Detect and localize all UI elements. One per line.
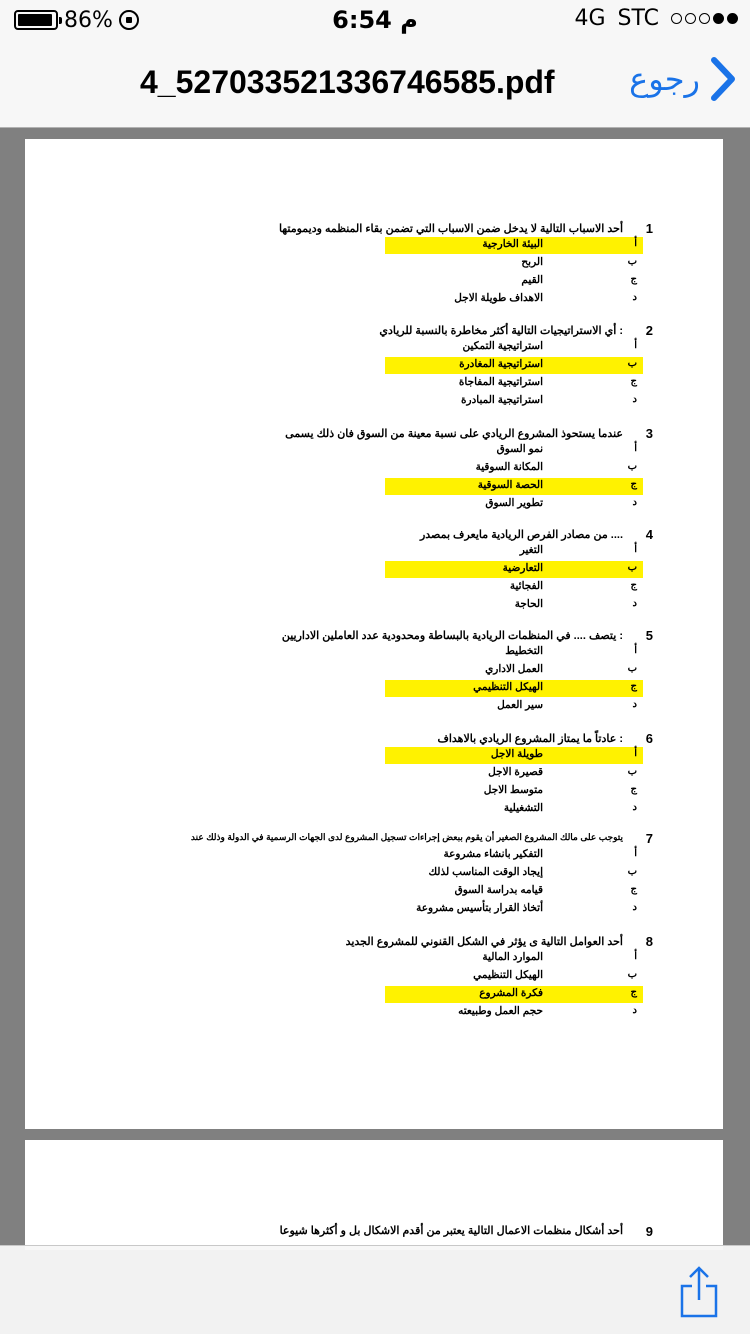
highlighted-answer — [385, 478, 643, 495]
answer-option — [385, 801, 643, 818]
option-text: قيامه بدراسة السوق — [454, 884, 543, 896]
option-letter: د — [632, 497, 637, 508]
option-text: التغير — [519, 544, 543, 556]
option-text: أتخاذ القرار بتأسيس مشروعة — [416, 902, 543, 914]
question-text: أحد العوامل التالية ى يؤثر في الشكل القنوني للمشروع الجديد — [345, 936, 623, 948]
option-text: التفكير بانشاء مشروعة — [443, 848, 543, 860]
option-letter: أ — [634, 848, 637, 859]
option-letter: أ — [634, 951, 637, 962]
option-letter: ب — [627, 866, 637, 877]
option-text: إيجاد الوقت المناسب لذلك — [428, 866, 543, 878]
answer-option — [385, 1004, 643, 1021]
option-letter: ب — [627, 461, 637, 472]
option-text: سير العمل — [497, 699, 543, 711]
option-text: طويلة الاجل — [490, 748, 543, 760]
question-text: يتصف .... في المنظمات الريادية بالبساطة ومحدودية عدد العاملين الاداريين : — [281, 630, 623, 642]
highlighted-answer — [385, 986, 643, 1003]
option-letter: د — [632, 1005, 637, 1016]
option-letter: أ — [634, 748, 637, 759]
option-letter: ب — [627, 562, 637, 573]
option-letter: ب — [627, 256, 637, 267]
answer-option — [385, 968, 643, 985]
option-letter: أ — [634, 238, 637, 249]
question-number: 4 — [645, 527, 653, 542]
signal-dot — [685, 13, 696, 24]
answer-option — [385, 579, 643, 596]
answer-option — [385, 255, 643, 272]
option-text: تطوير السوق — [485, 497, 543, 509]
option-text: البيئة الخارجية — [482, 238, 543, 250]
battery-percent: 86% — [64, 7, 113, 33]
option-text: استراتيجية المفاجاة — [458, 376, 543, 388]
answer-option — [385, 644, 643, 661]
back-button[interactable] — [629, 56, 736, 102]
option-letter: ج — [630, 784, 637, 795]
question-text: من مصادر الفرص الريادية مايعرف بمصدر .... — [419, 529, 623, 541]
navigation-bar — [0, 40, 750, 128]
option-text: التشغيلية — [503, 802, 543, 814]
question-text: أحد الاسباب التالية لا يدخل ضمن الاسباب التي تضمن بقاء المنظمه وديمومتها — [278, 223, 623, 235]
highlighted-answer — [385, 680, 643, 697]
option-letter: أ — [634, 544, 637, 555]
option-text: الهيكل التنظيمي — [473, 969, 543, 981]
signal-dot — [671, 13, 682, 24]
option-text: الحاجة — [514, 598, 543, 610]
share-icon[interactable] — [678, 1266, 720, 1318]
option-text: الهيكل التنظيمي — [473, 681, 543, 693]
question-text: أي الاستراتيجيات التالية أكثر مخاطرة بالنسبة للريادي : — [379, 325, 623, 337]
network-type: 4G — [574, 6, 606, 31]
signal-strength-icon — [671, 13, 738, 24]
option-letter: ب — [627, 766, 637, 777]
answer-option — [385, 339, 643, 356]
option-letter: د — [632, 394, 637, 405]
option-letter: ب — [627, 663, 637, 674]
option-letter: د — [632, 902, 637, 913]
option-text: فكرة المشروع — [479, 987, 543, 999]
bottom-toolbar — [0, 1245, 750, 1334]
question-number: 2 — [645, 323, 653, 338]
answer-option — [385, 901, 643, 918]
answer-option — [385, 662, 643, 679]
option-text: قصيرة الاجل — [488, 766, 543, 778]
option-letter: ج — [630, 987, 637, 998]
option-letter: ب — [627, 969, 637, 980]
option-text: متوسط الاجل — [483, 784, 543, 796]
option-letter: ج — [630, 884, 637, 895]
option-text: القيم — [521, 274, 543, 286]
answer-option — [385, 375, 643, 392]
option-letter: أ — [634, 443, 637, 454]
back-label: رجوع — [629, 60, 700, 98]
option-text: التعارضية — [502, 562, 543, 574]
option-text: الحصة السوقية — [477, 479, 543, 491]
signal-dot — [713, 13, 724, 24]
chevron-right-icon — [708, 56, 736, 102]
option-text: الربح — [521, 256, 543, 268]
answer-option — [385, 783, 643, 800]
option-letter: ج — [630, 580, 637, 591]
question-number: 7 — [645, 831, 653, 846]
question-text: أحد أشكال منظمات الاعمال التالية يعتبر من أقدم الاشكال بل و أكثرها شيوعا — [279, 1225, 623, 1237]
answer-option — [385, 496, 643, 513]
signal-dot — [699, 13, 710, 24]
highlighted-answer — [385, 357, 643, 374]
option-text: التخطيط — [505, 645, 543, 657]
answer-option — [385, 442, 643, 459]
pdf-page-1[interactable] — [25, 139, 723, 1129]
option-text: نمو السوق — [496, 443, 543, 455]
highlighted-answer — [385, 747, 643, 764]
answer-option — [385, 597, 643, 614]
option-letter: ج — [630, 479, 637, 490]
question-number: 3 — [645, 426, 653, 441]
option-letter: د — [632, 699, 637, 710]
status-bar — [0, 0, 750, 40]
highlighted-answer — [385, 561, 643, 578]
option-text: استراتيجية المبادرة — [461, 394, 543, 406]
option-text: حجم العمل وطبيعته — [458, 1005, 543, 1017]
option-letter: د — [632, 292, 637, 303]
question-text: يتوجب على مالك المشروع الصغير أن يقوم ببعض إجراءات تسجيل المشروع لدى الجهات الرسمية في الدولة وذلك عند — [190, 832, 623, 842]
option-text: الاهداف طويلة الاجل — [454, 292, 543, 304]
answer-option — [385, 698, 643, 715]
answer-option — [385, 765, 643, 782]
status-right — [574, 6, 738, 31]
answer-option — [385, 847, 643, 864]
option-letter: د — [632, 598, 637, 609]
option-letter: أ — [634, 340, 637, 351]
option-text: استراتيجية المغادرة — [459, 358, 543, 370]
answer-option — [385, 543, 643, 560]
option-text: الفجائية — [509, 580, 543, 592]
answer-option — [385, 883, 643, 900]
option-letter: ج — [630, 274, 637, 285]
option-text: المكانة السوقية — [475, 461, 543, 473]
signal-dot — [727, 13, 738, 24]
highlighted-answer — [385, 237, 643, 254]
question-number: 8 — [645, 934, 653, 949]
answer-option — [385, 393, 643, 410]
question-text: عادتاً ما يمتاز المشروع الريادي بالاهداف : — [437, 733, 623, 745]
pdf-page-2[interactable] — [25, 1140, 723, 1250]
option-text: العمل الاداري — [485, 663, 543, 675]
answer-option — [385, 865, 643, 882]
answer-option — [385, 273, 643, 290]
option-text: الموارد المالية — [482, 951, 543, 963]
option-letter: ب — [627, 358, 637, 369]
question-text: عندما يستحوذ المشروع الريادي على نسبة معينة من السوق فان ذلك يسمى — [285, 428, 623, 440]
status-time: 6:54 م — [332, 6, 418, 34]
option-letter: أ — [634, 645, 637, 656]
option-letter: د — [632, 802, 637, 813]
answer-option — [385, 291, 643, 308]
option-text: استراتيجية التمكين — [462, 340, 543, 352]
answer-option — [385, 950, 643, 967]
question-number: 5 — [645, 628, 653, 643]
document-title: 4_52703352133674658​5.pdf — [140, 64, 555, 100]
question-number: 1 — [645, 221, 653, 236]
question-number: 6 — [645, 731, 653, 746]
carrier-name: STC — [617, 6, 659, 31]
option-letter: ج — [630, 681, 637, 692]
question-number: 9 — [645, 1224, 653, 1239]
option-letter: ج — [630, 376, 637, 387]
answer-option — [385, 460, 643, 477]
